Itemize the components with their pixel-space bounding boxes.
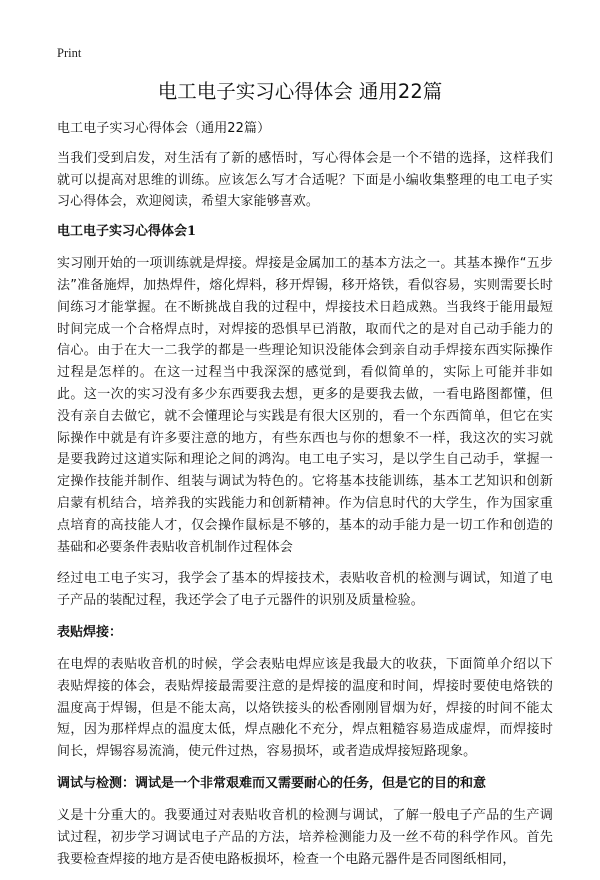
section-heading-2: 表贴焊接：	[57, 624, 123, 640]
document-title: 电工电子实习心得体会 通用22篇	[157, 80, 443, 103]
section-heading-3: 调试与检测：调试是一个非常艰难而又需要耐心的任务，但是它的目的和意	[57, 775, 487, 791]
print-link[interactable]: Print	[57, 46, 82, 60]
section-heading-1: 电工电子实习心得体会1	[57, 224, 197, 240]
section1-paragraph-2: 经过电工电子实习，我学会了基本的焊接技术，表贴收音机的检测与调试，知道了电子产品的装配过程，我还学会了电子元器件的识别及质量检验。	[57, 571, 553, 609]
document-subtitle: 电工电子实习心得体会（通用22篇）	[57, 121, 271, 136]
intro-paragraph: 当我们受到启发，对生活有了新的感悟时，写心得体会是一个不错的选择，这样我们就可以提高对思维的训练。应该怎么写才合适呢？下面是小编收集整理的电工电子实习心得体会，欢迎阅读，希望大家能够喜欢。	[57, 150, 553, 210]
section1-paragraph-1: 实习刚开始的一项训练就是焊接。焊接是金属加工的基本方法之一。其基本操作“五步法”准备施焊，加热焊件，熔化焊料，移开焊锡，移开烙铁，看似容易，实则需要长时间练习才能掌握。在不断挑战自我的过程中，焊接技术日趋成熟。当我终于能用最短时间完成一个合格焊点时，对焊接的恐惧早已消散，取而代之的是对自己动手能力的信心。由于在大一二我学的都是一些理论知识没能体会到亲自动手焊接东西实际操作过程是怎样的。在这一过程当中我深深的感觉到，看似简单的，实际上可能并非如此。这一次的实习没有多少东西要我去想，更多的是要我去做，一看电路图都懂，但没有亲自去做它，就不会懂理论与实践是有很大区别的，看一个东西简单，但它在实际操作中就是有许多要注意的地方，有些东西也与你的想象不一样，我这次的实习就是要我跨过这道实际和理论之间的鸿沟。电工电子实习，是以学生自己动手，掌握一定操作技能并制作、组装与调试为特色的。它将基本技能训练，基本工艺知识和创新启蒙有机结合，培养我的实践能力和创新精神。作为信息时代的大学生，作为国家重点培育的高技能人才，仅会操作鼠标是不够的，基本的动手能力是一切工作和创造的基础和必要条件表贴收音机制作过程体会	[57, 256, 553, 555]
document-body	[57, 118, 553, 880]
section2-paragraph-1: 在电焊的表贴收音机的时候，学会表贴电焊应该是我最大的收获，下面简单介绍以下表贴焊接的体会，表贴焊接最需要注意的是焊接的温度和时间，焊接时要使电烙铁的温度高于焊锡，但是不能太高，以烙铁接头的松香刚刚冒烟为好，焊接的时间不能太短，因为那样焊点的温度太低，焊点融化不充分，焊点粗糙容易造成虚焊，而焊接时间长，焊锡容易流淌，使元件过热，容易损坏，或者造成焊接短路现象。	[57, 656, 553, 760]
section3-paragraph-1: 义是十分重大的。我要通过对表贴收音机的检测与调试，了解一般电子产品的生产调试过程，初步学习调试电子产品的方法，培养检测能力及一丝不苟的科学作风。首先我要检查焊接的地方是否使电路板损坏，检查一个电路元器件是否同图纸相同，	[57, 807, 553, 867]
